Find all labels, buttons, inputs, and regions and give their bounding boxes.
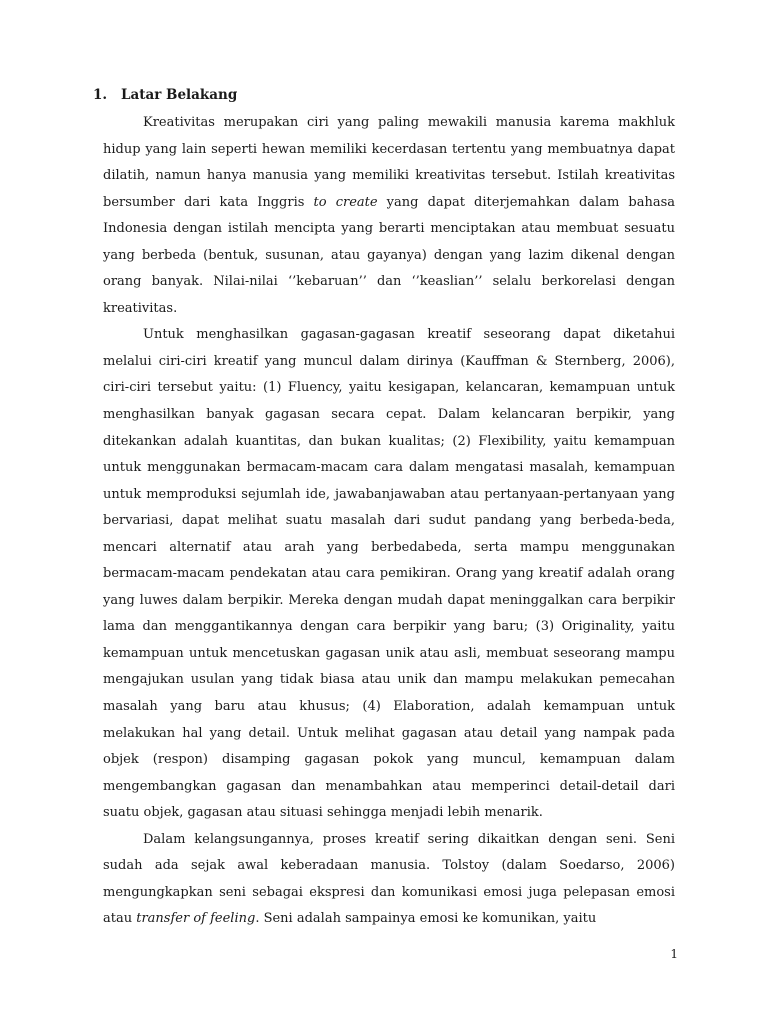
- paragraph-3-text-a: Dalam kelangsungannya, proses kreatif sering dikaitkan dengan seni. Seni sudah ada sejak awal keberadaan manusia. Tolstoy (dalam Soedarso, 2006) mengungkapkan seni sebagai ekspresi dan komunikasi emosi juga pelepasan emosi atau: [103, 831, 675, 927]
- paragraph-1-text-b: yang dapat diterjemahkan dalam bahasa Indonesia dengan istilah mencipta yang berarti menciptakan atau membuat sesuatu yang berbeda (bentuk, susunan, atau gayanya) dengan yang lazim dikenal dengan orang banyak. Nilai-nilai ‘’kebaruan’’ dan ‘’keaslian’’ selalu berkorelasi dengan kreativitas.: [103, 194, 675, 316]
- paragraph-3-italic-term: transfer of feeling: [136, 911, 256, 927]
- paragraph-2-text: Untuk menghasilkan gagasan-gagasan kreatif seseorang dapat diketahui melalui ciri-ciri kreatif yang muncul dalam dirinya (Kauffman & Sternberg, 2006), ciri-ciri tersebut yaitu: (1) Fluency, yaitu kesigapan, kelancaran, kemampuan untuk menghasilkan banyak gagasan secara cepat. Dalam kelancaran berpikir, yang ditekankan adalah kuantitas, dan bukan kualitas; (2) Flexibility, yaitu kemampuan untuk menggunakan bermacam-macam cara dalam mengatasi masalah, kemampuan untuk memproduksi sejumlah ide, jawabanjawaban atau pertanyaan-pertanyaan yang bervariasi, dapat melihat suatu masalah dari sudut pandang yang berbeda-beda, mencari alternatif atau arah yang berbedabeda, serta mampu menggunakan bermacam-macam pendekatan atau cara pemikiran. Orang yang kreatif adalah orang yang luwes dalam berpikir. Mereka dengan mudah dapat meninggalkan cara berpikir lama dan menggantikannya dengan cara berpikir yang baru; (3) Originality, yaitu kemampuan untuk mencetuskan gagasan unik atau asli, membuat seseorang mampu mengajukan usulan yang tidak biasa atau unik dan mampu melakukan pemecahan masalah yang baru atau khusus; (4) Elaboration, adalah kemampuan untuk melakukan hal yang detail. Untuk melihat gagasan atau detail yang nampak pada objek (respon) disamping gagasan pokok yang muncul, kemampuan dalam mengembangkan gagasan dan menambahkan atau memperinci detail-detail dari suatu objek, gagasan atau situasi sehingga menjadi lebih menarik.: [103, 327, 675, 821]
- page-number: 1: [670, 947, 678, 961]
- paragraph-2: [103, 322, 675, 826]
- paragraph-1: [103, 110, 675, 322]
- paragraph-1-italic-term: to create: [313, 194, 378, 210]
- section-heading: [93, 85, 237, 105]
- section-title: Latar Belakang: [121, 87, 238, 103]
- paragraph-1-text-a: Kreativitas merupakan ciri yang paling mewakili manusia karema makhluk hidup yang lain seperti hewan memiliki kecerdasan tertentu yang membuatnya dapat dilatih, namun hanya manusia yang memiliki kreativitas tersebut. Istilah kreativitas bersumber dari kata Inggris: [103, 115, 675, 210]
- paragraph-3: [103, 827, 675, 933]
- section-number: 1.: [93, 87, 108, 103]
- paragraph-3-text-b: . Seni adalah sampainya emosi ke komunikan, yaitu: [255, 911, 597, 927]
- body-text: [103, 110, 675, 933]
